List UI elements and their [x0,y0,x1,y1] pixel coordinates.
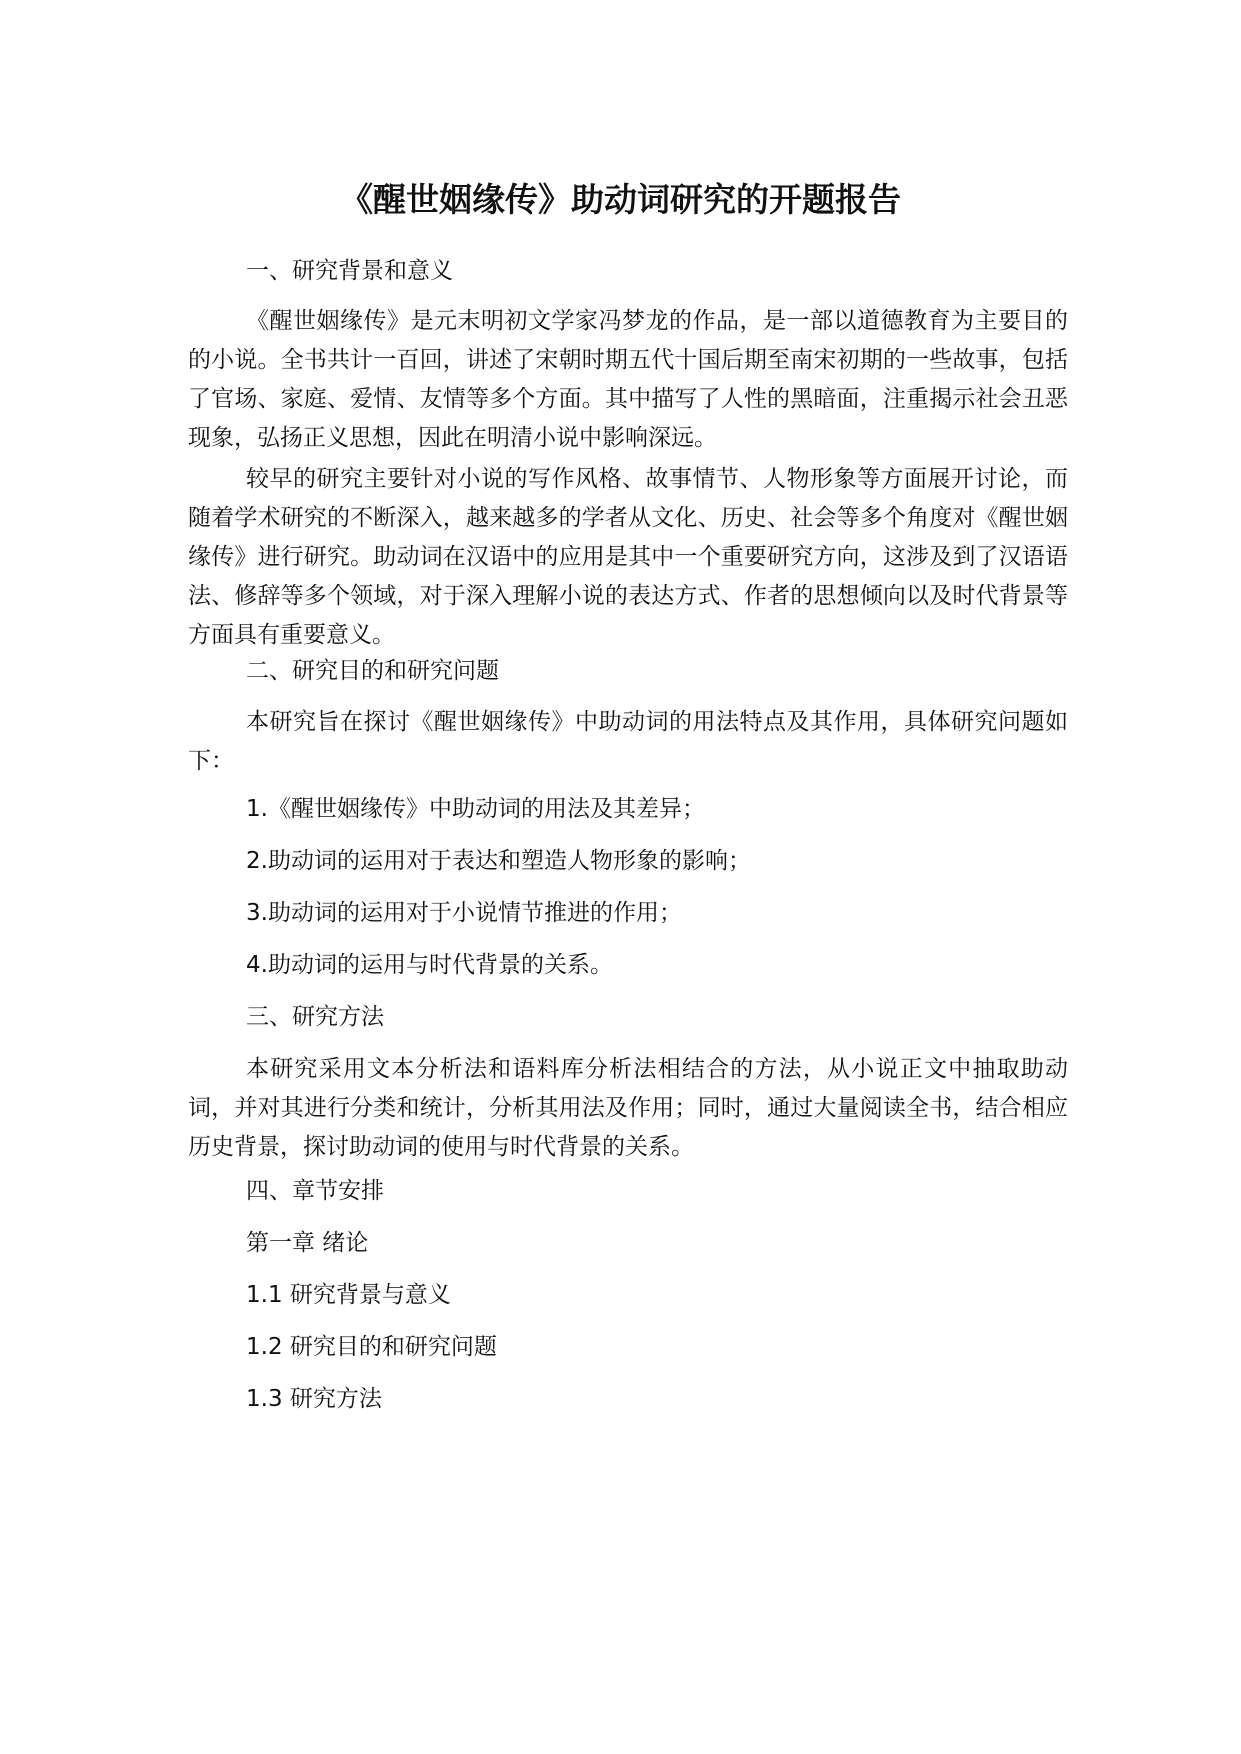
section-4-heading: 四、章节安排 [246,1178,384,1204]
section-3-heading: 三、研究方法 [246,1004,384,1030]
subsection-item: 1.2 研究目的和研究问题 [246,1334,497,1360]
section-3-paragraph-1: 本研究采用文本分析法和语料库分析法相结合的方法，从小说正文中抽取助动词，并对其进行分类和统计，分析其用法及作用；同时，通过大量阅读全书，结合相应历史背景，探讨助动词的使用与时代背景的关系。 [188,1056,1068,1160]
research-question-item: 4.助动词的运用与时代背景的关系。 [246,952,613,978]
research-question-item: 1.《醒世姻缘传》中助动词的用法及其差异； [246,796,705,822]
section-2-paragraph-1: 本研究旨在探讨《醒世姻缘传》中助动词的用法特点及其作用，具体研究问题如下： [188,709,1068,774]
subsection-item: 1.3 研究方法 [246,1386,382,1412]
section-2-heading: 二、研究目的和研究问题 [246,658,499,684]
document-title: 《醒世姻缘传》助动词研究的开题报告 [340,180,901,219]
section-1-heading: 一、研究背景和意义 [246,258,453,284]
research-question-item: 2.助动词的运用对于表达和塑造人物形象的影响； [246,848,751,874]
section-1-paragraph-1: 《醒世姻缘传》是元末明初文学家冯梦龙的作品，是一部以道德教育为主要目的的小说。全书共计一百回，讲述了宋朝时期五代十国后期至南宋初期的一些故事，包括了官场、家庭、爱情、友情等多个方面。其中描写了人性的黑暗面，注重揭示社会丑恶现象，弘扬正义思想，因此在明清小说中影响深远。 [188,308,1068,451]
subsection-item: 1.1 研究背景与意义 [246,1282,451,1308]
research-question-item: 3.助动词的运用对于小说情节推进的作用； [246,900,682,926]
section-1-paragraph-2: 较早的研究主要针对小说的写作风格、故事情节、人物形象等方面展开讨论，而随着学术研究的不断深入，越来越多的学者从文化、历史、社会等多个角度对《醒世姻缘传》进行研究。助动词在汉语中的应用是其中一个重要研究方向，这涉及到了汉语语法、修辞等多个领域，对于深入理解小说的表达方式、作者的思想倾向以及时代背景等方面具有重要意义。 [188,466,1068,648]
chapter-heading: 第一章 绪论 [246,1230,369,1256]
